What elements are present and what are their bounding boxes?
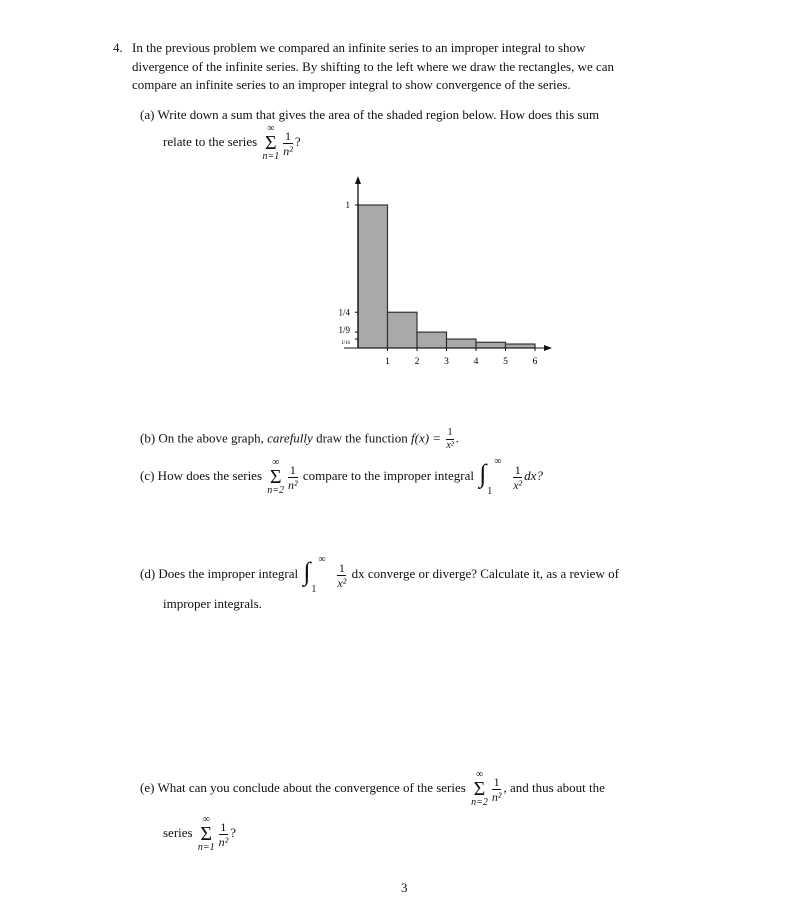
integral-upper: ∞ [494,456,502,467]
part-e-line2 [163,815,236,853]
denominator: n² [283,143,293,158]
y-tick-label: 1/9 [338,325,350,336]
problem-number: 4. [113,40,123,55]
period: . [455,430,460,446]
denominator: n² [491,789,502,804]
integral-lower: 1 [311,584,317,595]
fraction [513,464,522,491]
y-tick-label: 1/4 [338,307,350,318]
x-tick-label: 6 [532,357,538,367]
sum-lower: n=1 [262,151,280,162]
bar [506,344,536,348]
part-c-mid: compare to the improper integral [302,467,474,483]
sum-upper: ∞ [267,123,275,134]
x-tick-label: 4 [473,357,479,367]
function-label: f(x) = [411,430,442,446]
y-axis-arrow-icon [355,176,361,184]
sigma-symbol: Σ [265,132,277,154]
part-c-line [140,457,543,497]
fraction [446,428,453,451]
sum-upper: ∞ [475,769,484,780]
dx-label: dx? [524,467,543,483]
numerator: 1 [493,774,500,789]
integral [479,457,509,497]
intro-line: In the previous problem we compared an infinite series to an improper integral to show [132,40,586,55]
numerator: 1 [220,819,227,834]
fraction [283,130,293,157]
x-tick-label: 2 [414,357,420,367]
sum-upper: ∞ [202,814,210,825]
question-mark: ? [294,133,301,149]
numerator: 1 [447,427,453,438]
fraction [492,776,502,803]
sum-lower: n=2 [471,797,488,808]
part-e-series: series [163,824,193,840]
part-c-prefix: (c) How does the series [140,467,263,483]
intro-line: compare an infinite series to an improper integral to show convergence of the series. [132,77,571,92]
bar [358,205,388,348]
part-b-prefix: (b) On the above graph, [140,430,264,446]
part-a-line2 [163,124,301,162]
rectangle-graph [320,170,560,370]
part-a-question: (a) Write down a sum that gives the area of the shaded region below. How does this sum [140,107,600,122]
integral-upper: ∞ [318,554,326,565]
x-tick-label: 5 [503,357,508,367]
integral-symbol: ∫ [479,459,487,488]
part-d-prefix: (d) Does the improper integral [140,565,299,581]
part-e-prefix: (e) What can you conclude about the convergence of the series [140,779,466,795]
sum-lower: n=1 [197,842,215,853]
sum-n2 [471,770,488,808]
denominator: x² [446,440,454,451]
integral-symbol: ∫ [303,557,311,586]
y-tick-label: 1 [345,200,350,210]
numerator: 1 [514,462,521,477]
part-b-emphasis: carefully [267,430,313,446]
page-number: 3 [401,880,408,895]
bar [447,339,477,348]
sigma-symbol: Σ [200,823,213,845]
denominator: x² [337,575,347,590]
part-b-mid: draw the function [316,430,408,446]
x-axis-arrow-icon [544,345,552,351]
x-tick-label: 3 [444,357,449,367]
sum-n1 [198,815,215,853]
integral-lower: 1 [487,486,493,497]
sigma-symbol: Σ [473,778,486,800]
sigma-symbol: Σ [269,466,282,488]
bar [388,312,418,348]
fraction [219,821,229,848]
fraction [337,562,346,589]
sum-lower: n=2 [267,485,285,496]
bar [476,342,506,348]
numerator: 1 [338,560,345,575]
x-tick-label: 1 [385,357,390,367]
integral [303,555,333,595]
sum-upper: ∞ [272,457,280,468]
bar [417,332,447,348]
denominator: n² [288,477,298,492]
sum-n2 [267,458,284,496]
fraction [288,464,298,491]
part-e-line [140,770,605,808]
part-a-relate: relate to the series [163,133,258,149]
y-tick-label: 1/16 [341,341,350,347]
part-e-suffix: , and thus about the [503,779,605,795]
numerator: 1 [289,462,296,477]
part-d-line2: improper integrals. [163,596,262,611]
question-mark: ? [230,824,236,840]
denominator: x² [513,477,523,492]
part-d-suffix: dx converge or diverge? Calculate it, as a review of [351,565,619,581]
numerator: 1 [285,128,292,143]
part-b-line [140,428,459,451]
intro-line: divergence of the infinite series. By shifting to the left where we draw the rectangles, we can [132,59,615,74]
part-d-line [140,555,619,595]
sum-n1 [262,124,279,162]
denominator: n² [218,834,229,849]
